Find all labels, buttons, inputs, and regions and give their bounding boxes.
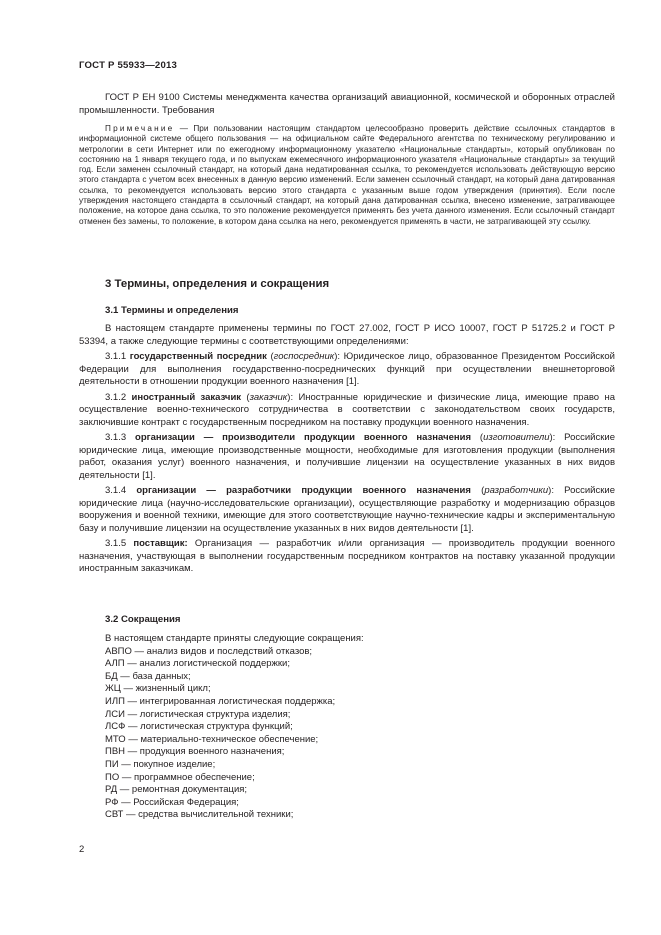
abbreviation-item: РФ — Российская Федерация;: [105, 796, 239, 808]
term: иностранный заказчик: [131, 391, 242, 403]
terms-intro: В настоящем стандарте применены термины по ГОСТ 27.002, ГОСТ Р ИСО 10007, ГОСТ Р 51725.2 и ГОСТ Р 53394, а также следующие термины с соответствующими определениями:: [79, 323, 615, 347]
abbreviation-item: ИЛП — интегрированная логистическая поддержка;: [105, 695, 336, 707]
abbreviation-item: РД — ремонтная документация;: [105, 784, 248, 796]
terms-block: [79, 323, 615, 579]
abbreviation-item: АЛП — анализ логистической поддержки;: [105, 658, 290, 670]
abbreviation-item: ПИ — покупное изделие;: [105, 758, 216, 770]
abbreviation-item: АВПО — анализ видов и последствий отказов;: [105, 645, 313, 657]
note-paragraph: [79, 124, 615, 227]
page-number: 2: [79, 844, 85, 855]
document-header: ГОСТ Р 55933—2013: [79, 60, 178, 71]
abbreviation-item: СВТ — средства вычислительной техники;: [105, 809, 294, 821]
term-abbr: разработчики: [484, 485, 549, 496]
note-label: Примечание: [105, 124, 175, 133]
term: поставщик:: [133, 538, 188, 549]
abbreviation-item: ЛСИ — логистическая структура изделия;: [105, 708, 291, 720]
term-definition: 3.1.4 организации — разработчики продукции военного назначения (разработчики): Российские юридические лица (научно-исследовательские организации), осуществляющие разработку и модернизацию образцов вооружения и военной техники, имеющие для этого соответствующие научно-технические кадры и экспериментальную базу и получившие лицензии на осуществление указанных в них видов деятельности [1].: [79, 485, 615, 534]
term-definition: 3.1.2 иностранный заказчик (заказчик): Иностранные юридические и физические лица, имеющие право на осуществление военно-технического сотрудничества в соответствии с законодательством своих государств, заключившие контракт с государственным посредником на поставку продукции военного назначения.: [79, 391, 615, 428]
abbreviations-list: [79, 633, 615, 822]
term: организации — разработчики продукции военного назначения: [136, 485, 471, 496]
abbreviation-item: МТО — материально-техническое обеспечение;: [105, 733, 319, 745]
abbreviations-intro: В настоящем стандарте приняты следующие сокращения:: [105, 633, 364, 644]
subsection-terms-title: 3.1 Термины и определения: [105, 305, 239, 316]
note-text: — При пользовании настоящим стандартом целесообразно проверить действие ссылочных стандартов в информационной системе общего пользования — на официальном сайте Федерального агентства по техническому регулированию и метрологии в сети Интернет или по ежегодному информационному указателю «Национальные стандарты», который опубликован по состоянию на 1 января текущего года, и по выпускам ежемесячного информационного указателя «Национальные стандарты» за текущий год. Если заменен ссылочный стандарт, на который дана недатированная ссылка, то рекомендуется использовать действующую версию этого стандарта с учетом всех внесенных в данную версию изменений. Если заменен ссылочный стандарт, на который дана датированная ссылка, то рекомендуется использовать версию этого стандарта с указанным выше годом утверждения (принятия). Если после утверждения настоящего стандарта в ссылочный стандарт, на который дана датированная ссылка, внесено изменение, затрагивающее положение, на которое дана ссылка, то это положение рекомендуется применять без учета данного изменения. Если ссылочный стандарт отменен без замены, то положение, в котором дана ссылка на него, рекомендуется применять в части, не затрагивающей эту ссылку.: [79, 124, 615, 226]
term-abbr: госпосредник: [273, 351, 335, 362]
abbreviation-item: ПВН — продукция военного назначения;: [105, 746, 285, 758]
section-title: 3 Термины, определения и сокращения: [105, 278, 330, 290]
term: организации — производители продукции военного назначения: [135, 432, 471, 443]
abbreviation-item: ЖЦ — жизненный цикл;: [105, 683, 211, 695]
term-definition: 3.1.1 государственный посредник (госпосредник): Юридическое лицо, образованное Президентом Российской Федерации для выполнения государственно-посреднических функций при осуществлении внешнеторговой деятельности в отношении продукции военного назначения [1].: [79, 351, 615, 387]
term-abbr: заказчик: [249, 391, 288, 403]
term: государственный посредник: [129, 351, 267, 362]
subsection-abbreviations-title: 3.2 Сокращения: [105, 614, 181, 625]
term-definition: 3.1.3 организации — производители продукции военного назначения (изготовители): Российские юридические лица, имеющие производственные мощности, необходимые для изготовления продукции (выполнения работ, оказания услуг) военного назначения, и получившие лицензии на осуществление указанных в них видов деятельности [1].: [79, 432, 615, 481]
term-abbr: изготовители: [483, 432, 550, 443]
abbreviation-item: БД — база данных;: [105, 670, 191, 682]
referenced-standard: ГОСТ Р ЕН 9100 Системы менеджмента качества организаций авиационной, космической и оборонных отраслей промышленности. Требования: [79, 92, 615, 116]
term-definition: 3.1.5 поставщик: Организация — разработчик и/или организация — производитель продукции военного назначения, участвующая в выполнении государственным посредником контрактов на поставку указанной продукции иностранным заказчикам.: [79, 538, 615, 574]
abbreviation-item: ЛСФ — логистическая структура функций;: [105, 721, 293, 733]
abbreviation-item: ПО — программное обеспечение;: [105, 771, 255, 783]
